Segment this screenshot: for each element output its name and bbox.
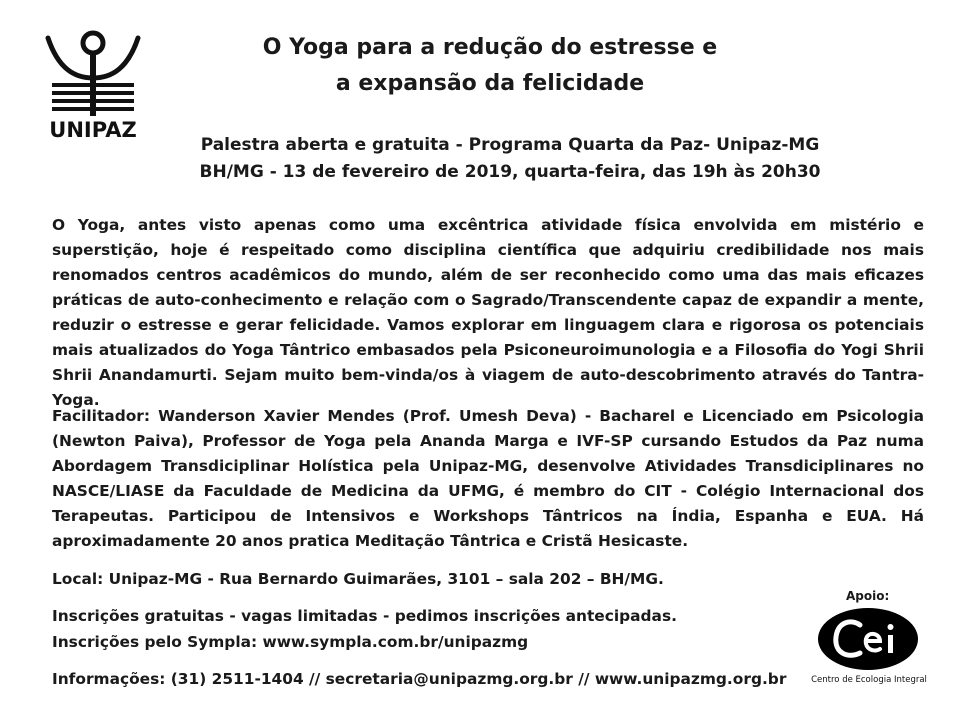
title-line-2: a expansão da felicidade (335, 71, 645, 96)
location-line: Local: Unipaz-MG - Rua Bernardo Guimarães, 3101 – sala 202 – BH/MG. (52, 570, 664, 588)
cei-caption: Centro de Ecologia Integral (811, 675, 927, 685)
title-line-1: O Yoga para a redução do estresse e (262, 35, 718, 60)
cei-logo-icon (816, 607, 920, 671)
subtitle-line-1: Palestra aberta e gratuita - Programa Quarta da Paz- Unipaz-MG (200, 135, 820, 155)
unipaz-logo (44, 30, 142, 148)
registration-line-1: Inscrições gratuitas - vagas limitadas - pedimos inscrições antecipadas. (52, 607, 677, 625)
page-title (170, 30, 810, 102)
event-subtitle (150, 132, 870, 186)
sponsor-label: Apoio: (846, 589, 890, 603)
contact-info-line: Informações: (31) 2511-1404 // secretaria@unipazmg.org.br // www.unipazmg.org.br (52, 670, 787, 688)
intro-paragraph: O Yoga, antes visto apenas como uma excêntrica atividade física envolvida em mistério e superstição, hoje é respeitado como disciplina científica que adquiriu credibilidade nos mais renomados centros acadêmicos do mundo, além de ser reconhecido como uma das mais eficazes práticas de auto-conhecimento e relação com o Sagrado/Transcendente capaz de expandir a mente, reduzir o estresse e gerar felicidade. Vamos explorar em linguagem clara e rigorosa os potenciais mais atualizados do Yoga Tântrico embasados pela Psiconeuroimunologia e a Filosofia do Yogi Shrii Shrii Anandamurti. Sejam muito bem-vinda/os à viagem de auto-descobrimento através do Tantra-Yoga. (52, 216, 924, 409)
facilitator-paragraph: Facilitador: Wanderson Xavier Mendes (Prof. Umesh Deva) - Bacharel e Licenciado em Psicologia (Newton Paiva), Professor de Yoga pela Ananda Marga e IVF-SP cursando Estudos da Paz numa Abordagem Transdiciplinar Holística pela Unipaz-MG, desenvolve Atividades Transdiciplinares no NASCE/LIASE da Faculdade de Medicina da UFMG, é membro do CIT - Colégio Internacional dos Terapeutas. Participou de Intensivos e Workshops Tântricos na Índia, Espanha e EUA. Há aproximadamente 20 anos pratica Meditação Tântrica e Cristã Hesicaste. (52, 407, 924, 550)
subtitle-line-2: BH/MG - 13 de fevereiro de 2019, quarta-feira, das 19h às 20h30 (199, 162, 821, 182)
cei-logo (816, 607, 920, 671)
unipaz-logo-text: UNIPAZ (49, 118, 137, 142)
unipaz-emblem-icon (44, 30, 142, 120)
registration-line-2: Inscrições pelo Sympla: www.sympla.com.br/unipazmg (52, 633, 529, 651)
